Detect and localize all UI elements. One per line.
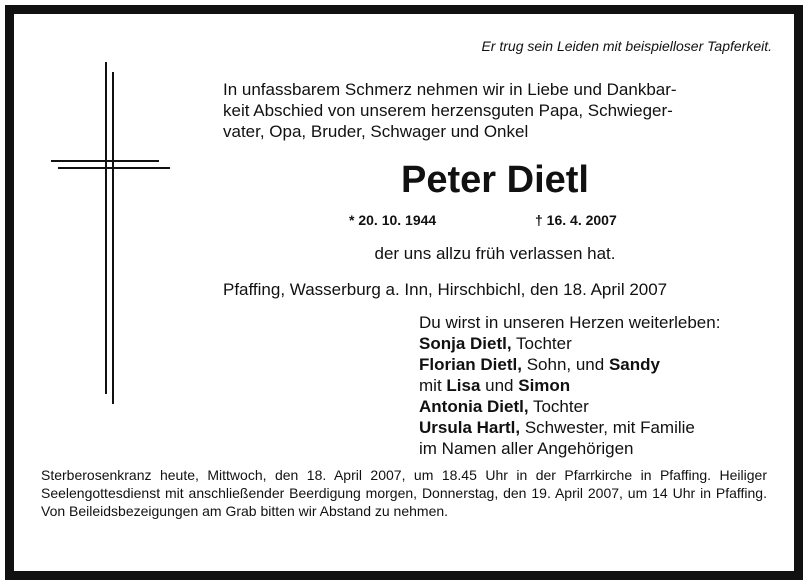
- member-name: Florian Dietl,: [419, 355, 522, 374]
- member-relation: mit: [419, 376, 447, 395]
- left-early-text: der uns allzu früh verlassen hat.: [374, 244, 616, 263]
- cross-horizontal-line: [51, 160, 159, 162]
- intro-line: In unfassbarem Schmerz nehmen wir in Liebe und Dankbar-: [223, 80, 677, 99]
- place-and-date: Pfaffing, Wasserburg a. Inn, Hirschbichl, den 18. April 2007: [223, 280, 668, 299]
- member-name: Antonia Dietl,: [419, 397, 529, 416]
- family-list: [419, 312, 720, 459]
- member-relation: und: [480, 376, 519, 395]
- family-member: [419, 354, 720, 375]
- member-name: Lisa: [446, 376, 481, 395]
- member-relation: Tochter: [511, 334, 572, 353]
- family-closing: im Namen aller Angehörigen: [419, 439, 634, 458]
- member-relation: Schwester, mit Familie: [520, 418, 695, 437]
- motto: Er trug sein Leiden mit beispielloser Tapferkeit.: [481, 38, 772, 54]
- member-relation: Sohn, und: [521, 355, 609, 374]
- family-heading: Du wirst in unseren Herzen weiterleben:: [419, 313, 721, 332]
- cross-vertical-line: [105, 62, 107, 394]
- obituary-notice: [5, 5, 803, 580]
- family-member: [419, 396, 720, 417]
- family-member: [419, 417, 720, 438]
- intro-text: [223, 79, 785, 142]
- member-name: Sandy: [608, 355, 660, 374]
- service-details: Sterberosenkranz heute, Mittwoch, den 18. April 2007, um 18.45 Uhr in der Pfarrkirche in Pfaffing. Heiliger Seelengottesdienst mit anschließender Beerdigung morgen, Donnerstag, den 19. April 2007, um 14 Uhr in Pfaffing. Von Beileidsbezeigungen am Grab bitten wir Abstand zu nehmen.: [41, 467, 767, 519]
- deceased-name: Peter Dietl: [401, 159, 589, 201]
- intro-line: vater, Opa, Bruder, Schwager und Onkel: [223, 122, 529, 141]
- cross-vertical-line: [112, 72, 114, 404]
- intro-line: keit Abschied von unserem herzensguten Papa, Schwieger-: [223, 101, 673, 120]
- member-name: Ursula Hartl,: [419, 418, 521, 437]
- family-member: [419, 375, 720, 396]
- family-member: [419, 333, 720, 354]
- member-name: Sonja Dietl,: [419, 334, 512, 353]
- death-date: † 16. 4. 2007: [535, 212, 617, 228]
- member-relation: Tochter: [528, 397, 589, 416]
- member-name: Simon: [518, 376, 571, 395]
- birth-date: * 20. 10. 1944: [349, 212, 437, 228]
- cross-horizontal-line: [58, 167, 170, 169]
